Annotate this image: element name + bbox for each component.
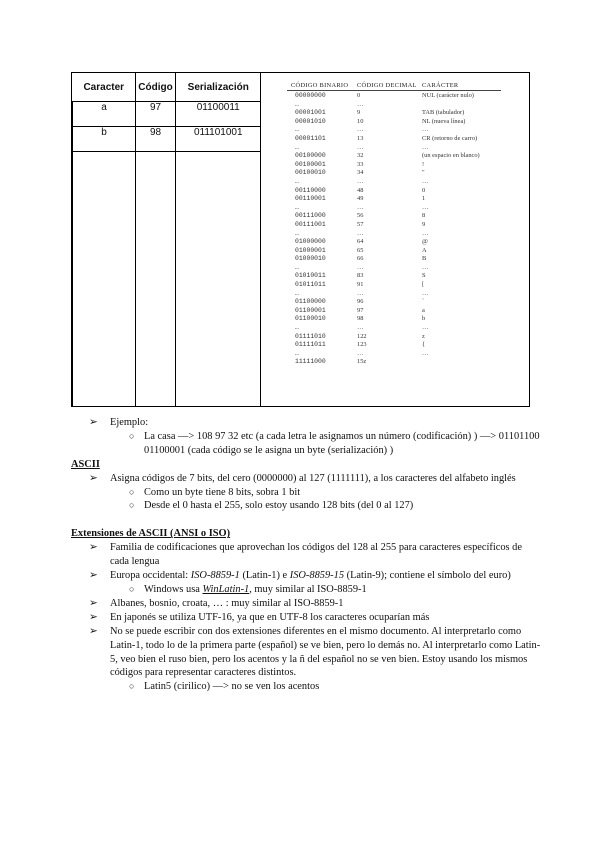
ascii-row: … … … <box>295 126 429 134</box>
char-code-table <box>72 73 261 406</box>
ascii-row: 01010011 83 S <box>295 272 426 280</box>
list-item: ○ Como un byte tiene 8 bits, sobra 1 bit <box>129 486 301 498</box>
iso-8859-1-label: ISO-8859-1 <box>190 570 240 582</box>
ascii-row: 00001101 13 CR (retorno de carro) <box>295 134 478 142</box>
ascii-row: … … … <box>295 349 429 357</box>
header-codigo: Código <box>136 73 176 102</box>
cell-char: b <box>73 127 136 152</box>
ascii-row: 00110001 49 1 <box>295 195 426 203</box>
section-heading-ascii: ASCII <box>71 458 100 470</box>
ascii-row: 01100000 96 ` <box>295 298 425 306</box>
list-item: ➢ Familia de codificaciones que aprovechan los códigos del 128 al 255 para caracteres específicos de cada lengua <box>89 542 522 568</box>
ascii-row: 00001001 9 TAB (tabulador) <box>295 109 465 117</box>
ascii-row: … … … <box>295 177 429 185</box>
circle-bullet-icon: ○ <box>129 583 135 594</box>
ascii-row: 00100010 34 " <box>295 169 425 177</box>
notes-body <box>71 416 541 694</box>
arrow-bullet-icon: ➢ <box>89 542 98 554</box>
ascii-row: 01100010 98 b <box>295 315 426 323</box>
ascii-row: 00111001 57 9 <box>295 220 426 228</box>
header-caracter: Caracter <box>73 73 136 102</box>
arrow-bullet-icon: ➢ <box>89 472 98 484</box>
circle-bullet-icon: ○ <box>129 486 135 497</box>
list-item: ➢ En japonés se utiliza UTF-16, ya que en UTF-8 los caracteres ocuparían más <box>89 611 430 623</box>
arrow-bullet-icon: ➢ <box>89 417 98 428</box>
ascii-row: 01000010 66 B <box>295 255 427 263</box>
ascii-row: … … … <box>295 324 429 332</box>
ascii-row: 00000000 0 NUL (carácter nulo) <box>295 92 474 99</box>
ascii-row: … … <box>295 100 364 108</box>
char-table-header-row <box>73 73 261 102</box>
ascii-row: 00110000 48 0 <box>295 186 426 194</box>
arrow-bullet-icon: ➢ <box>89 570 98 582</box>
list-item: ➢ Europa occidental: ISO-8859-1 (Latin-1) e ISO-8859-15 (Latin-9); contiene el símbolo del euro) <box>89 570 511 582</box>
arrow-bullet-icon: ➢ <box>89 625 98 637</box>
list-item: ○ Desde el 0 hasta el 255, solo estoy usando 128 bits (del 0 al 127) <box>129 500 414 512</box>
list-item: ➢ Ejemplo: <box>89 417 149 428</box>
ascii-image-header: CÓDIGO BINARIO CÓDIGO DECIMAL CARÁCTER <box>287 82 501 91</box>
table-row-empty <box>73 152 261 407</box>
list-item: ➢ Asigna códigos de 7 bits, del cero (0000000) al 127 (1111111), a los caracteres del alfabeto inglés <box>89 472 516 484</box>
cell-code: 98 <box>136 127 176 152</box>
ascii-row: 00111000 56 8 <box>295 212 426 220</box>
arrow-bullet-icon: ➢ <box>89 611 98 623</box>
ascii-row: … … … <box>295 143 429 151</box>
ascii-row: 01000001 65 A <box>295 246 427 254</box>
ascii-image-rows <box>287 92 501 367</box>
circle-bullet-icon: ○ <box>129 430 135 441</box>
table-row <box>73 127 261 152</box>
ascii-row: … … … <box>295 203 429 211</box>
ascii-image-cell <box>261 73 530 407</box>
cell-char: a <box>73 102 136 127</box>
ascii-table-image <box>287 82 501 367</box>
cell-code: 97 <box>136 102 176 127</box>
ascii-row: 01111010 122 z <box>295 332 425 340</box>
arrow-bullet-icon: ➢ <box>89 597 98 609</box>
section-heading-extensions: Extensiones de ASCII (ANSI o ISO) <box>71 528 231 540</box>
ascii-row: 01100001 97 a <box>295 306 425 314</box>
ascii-row: 00100000 32 (un espacio en blanco) <box>295 152 480 160</box>
ascii-row: 00100001 33 ! <box>295 160 425 168</box>
char-table-cell <box>72 73 261 407</box>
ascii-row: 00001010 10 NL (nueva línea) <box>295 117 466 125</box>
iso-8859-15-label: ISO-8859-15 <box>289 570 345 582</box>
list-item: ➢ No se puede escribir con dos extensiones diferentes en el mismo documento. Al interpretarlo como Latin-1, todo lo de la primera parte (español) se ve bien, pero lo demás no. Al interpretarlo como Latin-5, veo bien el ruso bien, pero los acentos y la ñ del español no se ven bien. Estoy usando los mismos códigos para representar caracteres distintos. <box>89 625 541 679</box>
ascii-row: 01011011 91 [ <box>295 281 425 289</box>
ascii-row: 01000000 64 @ <box>295 238 428 246</box>
ascii-row: 01111011 123 { <box>295 341 426 349</box>
list-item: ➢ Albanes, bosnio, croata, … : muy similar al ISO-8859-1 <box>89 597 344 609</box>
circle-bullet-icon: ○ <box>129 500 135 511</box>
header-serializacion: Serialización <box>176 73 261 102</box>
ascii-row: … … … <box>295 263 429 271</box>
list-item: ○ Latin5 (cirilico) —> no se ven los acentos <box>129 681 320 693</box>
list-item: ○ Windows usa WinLatin-1, muy similar al ISO-8859-1 <box>129 583 367 595</box>
table-row <box>73 102 261 127</box>
cell-serial: 01100011 <box>176 102 261 127</box>
layout-table <box>71 72 530 407</box>
ascii-row: … … … <box>295 289 429 297</box>
ascii-row: … … … <box>295 229 429 237</box>
circle-bullet-icon: ○ <box>129 681 135 692</box>
cell-serial: 011101001 <box>176 127 261 152</box>
winlatin-1-link[interactable]: WinLatin-1 <box>202 583 250 595</box>
ascii-row: 11111000 15z <box>295 358 367 366</box>
list-item: ○ La casa —> 108 97 32 etc (a cada letra le asignamos un número (codificación) ) —> 01101100 01100001 (cada código se le asigna un byte (serialización) ) <box>129 430 540 456</box>
